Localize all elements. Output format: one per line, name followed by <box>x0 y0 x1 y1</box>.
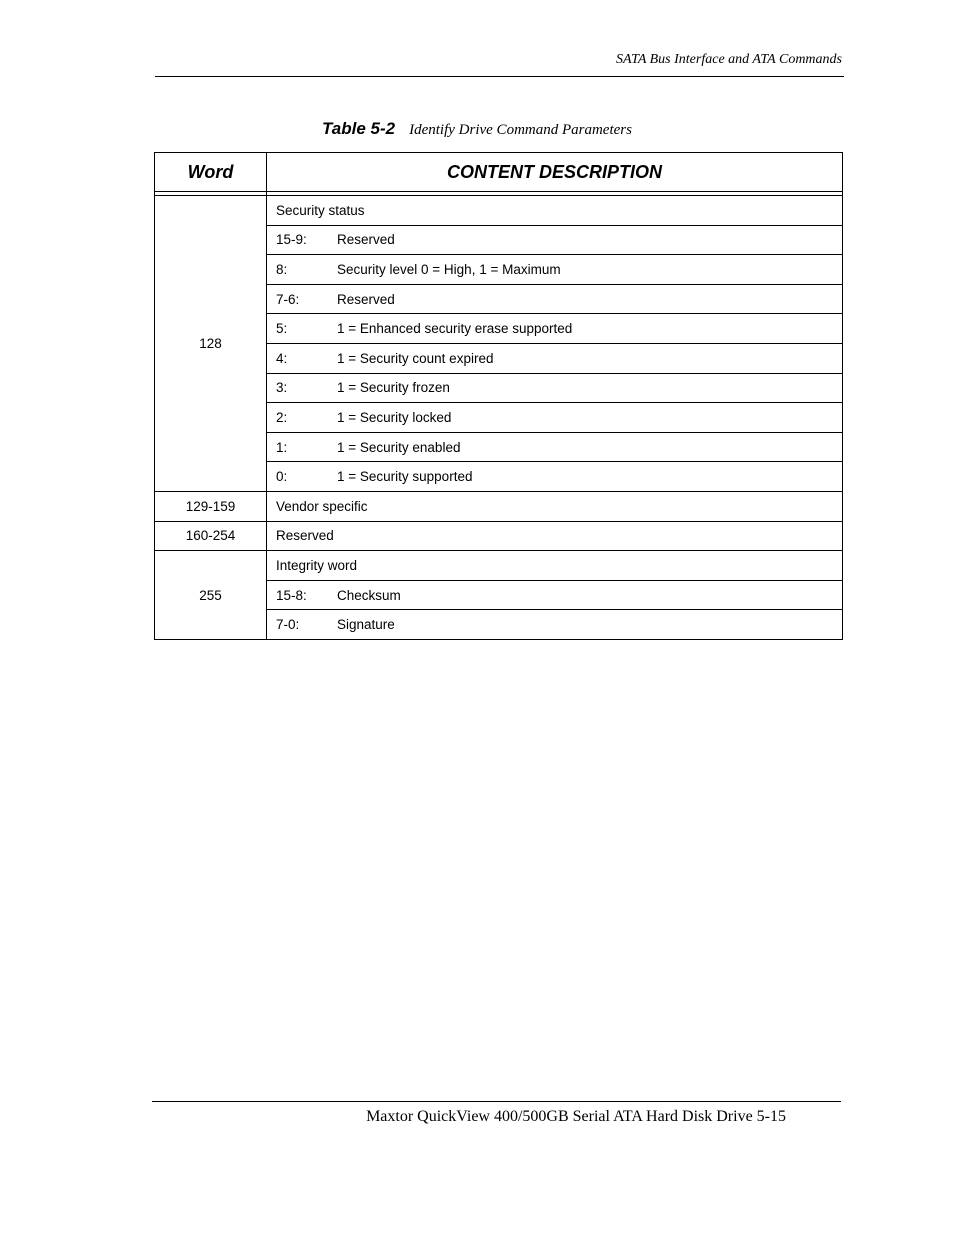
table-title: Identify Drive Command Parameters <box>409 122 632 138</box>
bit-range: 4: <box>276 350 288 366</box>
word-cell: 129-159 <box>155 491 267 521</box>
description-cell <box>267 343 843 373</box>
description-cell <box>267 284 843 314</box>
table-number: Table 5-2 <box>322 119 396 138</box>
description-text: 1 = Security frozen <box>337 380 450 396</box>
page-footer: Maxtor QuickView 400/500GB Serial ATA Hard Disk Drive 5-15 <box>366 1108 786 1125</box>
description-cell <box>267 225 843 255</box>
description-text: Integrity word <box>276 557 358 573</box>
description-cell <box>267 462 843 492</box>
description-text: 1 = Security supported <box>337 469 473 485</box>
running-header: SATA Bus Interface and ATA Commands <box>616 52 842 67</box>
identify-drive-table <box>154 152 843 640</box>
description-cell <box>267 610 843 640</box>
description-text: 1 = Security enabled <box>337 439 461 455</box>
description-text: Vendor specific <box>276 498 368 514</box>
description-text: 1 = Security locked <box>337 409 452 425</box>
description-cell <box>267 491 843 521</box>
bit-range: 8: <box>276 261 288 277</box>
header-rule <box>155 76 844 77</box>
table-row <box>155 551 843 581</box>
table-row <box>155 196 843 226</box>
description-text: Signature <box>337 617 395 633</box>
bit-range: 15-9: <box>276 232 307 248</box>
bit-range: 3: <box>276 380 288 396</box>
bit-range: 0: <box>276 469 288 485</box>
bit-range: 15-8: <box>276 587 307 603</box>
description-text: Security level 0 = High, 1 = Maximum <box>337 261 561 277</box>
word-cell: 128 <box>155 196 267 492</box>
description-text: Security status <box>276 202 365 218</box>
description-cell <box>267 551 843 581</box>
bit-range: 7-0: <box>276 617 300 633</box>
description-cell <box>267 580 843 610</box>
bit-range: 1: <box>276 439 288 455</box>
description-text: Reserved <box>276 528 334 544</box>
table-caption <box>0 119 954 139</box>
table-row <box>155 491 843 521</box>
bit-range: 5: <box>276 321 288 337</box>
word-cell: 255 <box>155 551 267 640</box>
description-column-header: CONTENT DESCRIPTION <box>267 153 843 192</box>
word-cell: 160-254 <box>155 521 267 551</box>
description-text: Reserved <box>337 232 395 248</box>
description-cell <box>267 255 843 285</box>
footer-rule <box>152 1101 841 1102</box>
table-row <box>155 521 843 551</box>
description-cell <box>267 314 843 344</box>
description-text: 1 = Enhanced security erase supported <box>337 321 573 337</box>
description-cell <box>267 196 843 226</box>
description-text: 1 = Security count expired <box>337 350 494 366</box>
table-header-row <box>155 153 843 192</box>
bit-range: 2: <box>276 409 288 425</box>
bit-range: 7-6: <box>276 291 300 307</box>
description-cell <box>267 432 843 462</box>
description-cell <box>267 373 843 403</box>
description-text: Reserved <box>337 291 395 307</box>
description-cell <box>267 521 843 551</box>
word-column-header: Word <box>155 153 267 192</box>
description-text: Checksum <box>337 587 401 603</box>
description-cell <box>267 403 843 433</box>
table-body <box>155 192 843 640</box>
